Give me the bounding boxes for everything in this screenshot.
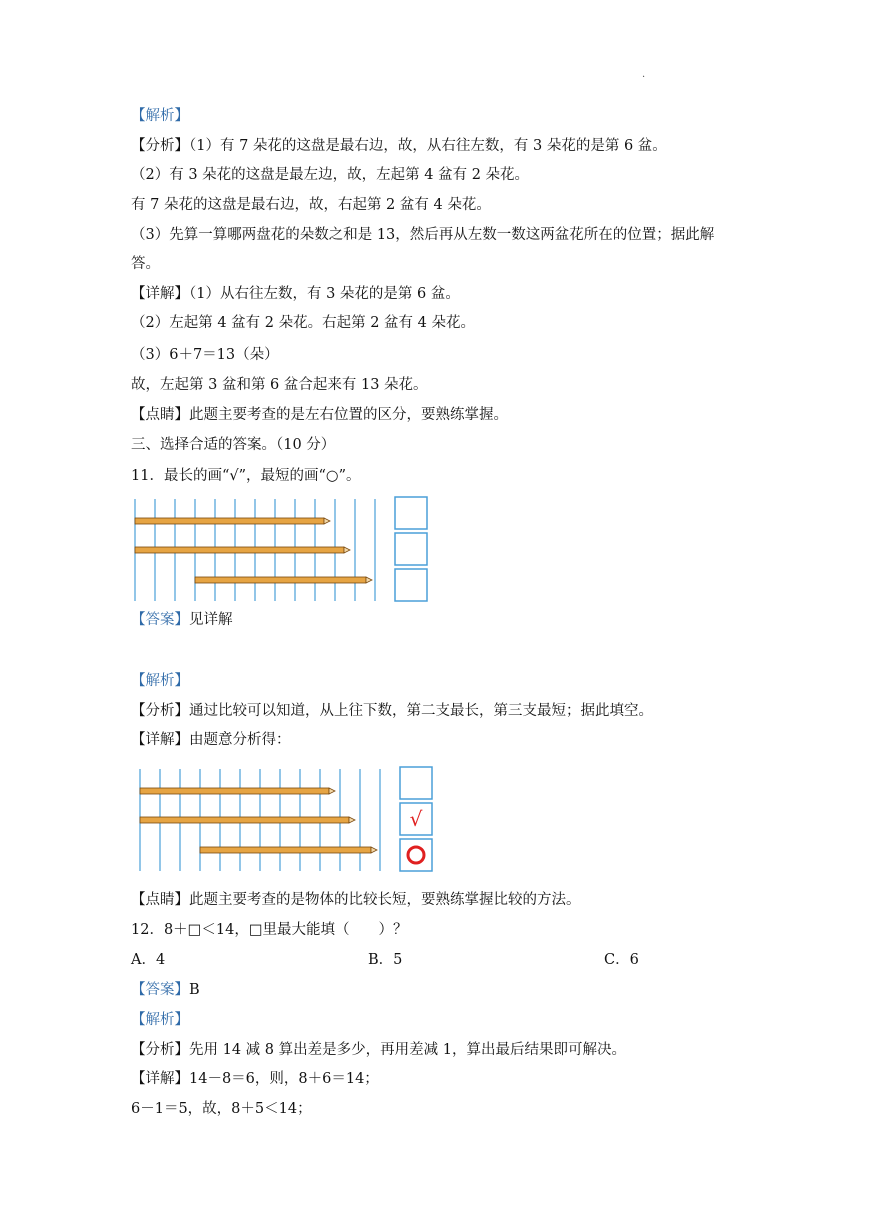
text-line-17 bbox=[131, 730, 291, 750]
text-line-20 bbox=[131, 980, 200, 1000]
text-line-6 bbox=[131, 254, 160, 274]
text-line-10 bbox=[131, 375, 428, 395]
text-line-9 bbox=[131, 345, 279, 365]
corner-mark: · bbox=[642, 72, 646, 83]
text-line-23 bbox=[131, 1069, 379, 1089]
line-text: 此题主要考查的是左右位置的区分，要熟练掌握。 bbox=[189, 407, 508, 423]
section-tag: 【点睛】 bbox=[131, 892, 189, 908]
section-tag: 【分析】 bbox=[131, 703, 189, 719]
pencil bbox=[195, 577, 372, 583]
line-text: 故，左起第 3 盆和第 6 盆合起来有 13 朵花。 bbox=[131, 377, 428, 393]
section-tag: 【详解】 bbox=[131, 1071, 189, 1087]
choice-c: C．6 bbox=[604, 952, 639, 968]
line-text: （1）有 7 朵花的这盘是最右边，故，从右往左数，有 3 朵花的是第 6 盆。 bbox=[189, 138, 667, 154]
line-text: 三、选择合适的答案。（10 分） bbox=[131, 437, 336, 453]
line-text: 有 7 朵花的这盘是最右边，故，右起第 2 盆有 4 朵花。 bbox=[131, 197, 491, 213]
text-line-18 bbox=[131, 890, 581, 910]
line-text: 见详解 bbox=[189, 612, 233, 628]
line-text: B bbox=[189, 982, 200, 998]
answer-box-2[interactable] bbox=[395, 533, 427, 565]
line-text: （3）6＋7＝13（朵） bbox=[131, 347, 279, 363]
pencil bbox=[135, 518, 330, 524]
text-line-5 bbox=[131, 225, 714, 245]
text-line-1 bbox=[131, 106, 189, 126]
choice-b: B．5 bbox=[368, 952, 403, 968]
pencil-figure-question bbox=[130, 493, 435, 605]
pencil-figure-answer bbox=[135, 763, 440, 875]
text-line-16 bbox=[131, 701, 653, 721]
section-tag: 【答案】 bbox=[131, 612, 189, 628]
pencil bbox=[200, 847, 377, 853]
line-text: 12．8＋□＜14，□里最大能填（ ）？ bbox=[131, 922, 408, 938]
text-line-14 bbox=[131, 610, 233, 630]
line-text: 答。 bbox=[131, 256, 160, 272]
pencil bbox=[140, 788, 335, 794]
line-text: 由题意分析得： bbox=[189, 732, 291, 748]
line-text: 通过比较可以知道，从上往下数，第二支最长，第三支最短；据此填空。 bbox=[189, 703, 653, 719]
line-text: （2）有 3 朵花的这盘是最左边，故，左起第 4 盆有 2 朵花。 bbox=[131, 167, 530, 183]
section-tag: 【分析】 bbox=[131, 1042, 189, 1058]
section-tag: 【详解】 bbox=[131, 286, 189, 302]
text-line-13 bbox=[131, 466, 361, 486]
choice-a: A．4 bbox=[131, 952, 166, 968]
section-tag: 【答案】 bbox=[131, 982, 189, 998]
text-line-7 bbox=[131, 284, 460, 304]
line-text: 6－1＝5，故，8＋5＜14； bbox=[131, 1101, 312, 1117]
text-line-24 bbox=[131, 1099, 312, 1119]
text-line-8 bbox=[131, 313, 475, 333]
text-line-2 bbox=[131, 136, 667, 156]
answer-box-3 bbox=[400, 839, 432, 871]
text-line-3 bbox=[131, 165, 529, 185]
section-tag: 【解析】 bbox=[131, 108, 189, 124]
line-text: 先用 14 减 8 算出差是多少，再用差减 1，算出最后结果即可解决。 bbox=[189, 1042, 626, 1058]
section-tag: 【解析】 bbox=[131, 1012, 189, 1028]
line-text: 此题主要考查的是物体的比较长短，要熟练掌握比较的方法。 bbox=[189, 892, 581, 908]
pencils bbox=[140, 788, 377, 853]
line-text: （3）先算一算哪两盘花的朵数之和是 13，然后再从左数一数这两盆花所在的位置；据此解 bbox=[131, 227, 715, 243]
answer-box-1 bbox=[400, 767, 432, 799]
section-tag: 【分析】 bbox=[131, 138, 189, 154]
text-line-22 bbox=[131, 1040, 626, 1060]
text-line-19 bbox=[131, 920, 408, 940]
line-text: （1）从右往左数，有 3 朵花的是第 6 盆。 bbox=[189, 286, 460, 302]
section-tag: 【解析】 bbox=[131, 673, 189, 689]
line-text: 14－8＝6，则，8＋6＝14； bbox=[189, 1071, 379, 1087]
section-tag: 【详解】 bbox=[131, 732, 189, 748]
text-line-12 bbox=[131, 435, 335, 455]
pencils bbox=[135, 518, 372, 583]
pencil bbox=[140, 817, 355, 823]
pencil bbox=[135, 547, 350, 553]
text-line-15 bbox=[131, 671, 189, 691]
text-line-21 bbox=[131, 1010, 189, 1030]
section-tag: 【点睛】 bbox=[131, 407, 189, 423]
circle-mark-icon bbox=[408, 847, 424, 863]
answer-box-3[interactable] bbox=[395, 569, 427, 601]
text-line-11 bbox=[131, 405, 508, 425]
answer-box-1[interactable] bbox=[395, 497, 427, 529]
line-text: （2）左起第 4 盆有 2 朵花。右起第 2 盆有 4 朵花。 bbox=[131, 315, 475, 331]
line-text: 11．最长的画“√”，最短的画“○”。 bbox=[131, 468, 361, 484]
text-line-4 bbox=[131, 195, 491, 215]
check-mark-icon: √ bbox=[409, 807, 423, 831]
